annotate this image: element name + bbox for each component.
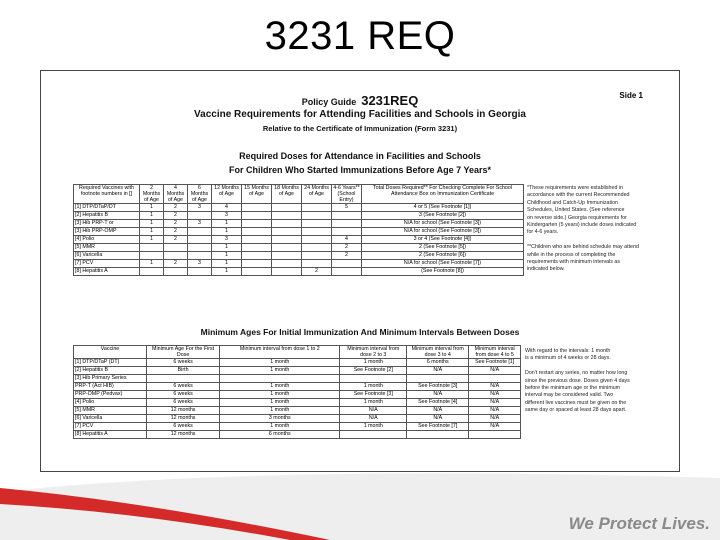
table-cell bbox=[302, 252, 332, 260]
note-line bbox=[525, 363, 630, 370]
table-cell bbox=[332, 260, 362, 268]
table-row bbox=[74, 431, 521, 439]
table-cell bbox=[302, 212, 332, 220]
table-cell bbox=[242, 220, 272, 228]
table-row bbox=[74, 252, 524, 260]
table-cell bbox=[407, 431, 469, 439]
table-cell: N/A for school (See Footnote [3]) bbox=[362, 228, 524, 236]
note-line: same day or spaced at least 28 days apart. bbox=[525, 407, 627, 414]
table-cell: N/A bbox=[469, 423, 521, 431]
table-cell: 1 bbox=[212, 260, 242, 268]
table-cell bbox=[140, 252, 164, 260]
table-cell bbox=[164, 252, 188, 260]
table-cell bbox=[302, 220, 332, 228]
table-cell: 1 month bbox=[220, 359, 340, 367]
table-cell bbox=[242, 268, 272, 276]
scanned-document bbox=[40, 70, 680, 472]
header-row bbox=[74, 185, 524, 204]
doc-subtitle: Relative to the Certificate of Immunization (Form 3231) bbox=[262, 124, 458, 133]
table-cell: See Footnote [7] bbox=[407, 423, 469, 431]
table2-notes bbox=[525, 348, 630, 415]
table-cell: [2] Hepatitis B bbox=[74, 367, 147, 375]
table-cell: 1 bbox=[140, 220, 164, 228]
table-cell bbox=[302, 204, 332, 212]
table-cell: N/A bbox=[469, 367, 521, 375]
table-cell bbox=[188, 268, 212, 276]
table-cell bbox=[302, 228, 332, 236]
table-cell bbox=[332, 212, 362, 220]
table-row bbox=[74, 383, 521, 391]
column-header: Minimum interval from dose 1 to 2 bbox=[220, 346, 340, 359]
table-cell: N/A for school (See Footnote [3]) bbox=[362, 220, 524, 228]
policy-guide-label: Policy Guide bbox=[301, 97, 357, 107]
table-cell: [6] Varicella bbox=[74, 252, 140, 260]
table-cell: 4 bbox=[212, 204, 242, 212]
table-cell: See Footnote [1] bbox=[469, 359, 521, 367]
side-label: Side 1 bbox=[619, 91, 643, 100]
section1-title-line1: Required Doses for Attendance in Facilities and Schools bbox=[239, 151, 481, 161]
table-cell: 1 bbox=[212, 244, 242, 252]
table-cell bbox=[332, 228, 362, 236]
table-cell: 1 bbox=[212, 220, 242, 228]
table-cell: [1] DTP/DTaP/DT bbox=[74, 204, 140, 212]
table-cell bbox=[242, 212, 272, 220]
table-cell: 6 weeks bbox=[147, 359, 220, 367]
table-cell bbox=[272, 228, 302, 236]
table-row bbox=[74, 212, 524, 220]
table-cell: 12 months bbox=[147, 407, 220, 415]
table-cell: [3] Hib Primary Series bbox=[74, 375, 147, 383]
column-header: 24 Months of Age bbox=[302, 185, 332, 204]
table-cell: 3 bbox=[188, 220, 212, 228]
table-row bbox=[74, 375, 521, 383]
table-cell: [7] PCV bbox=[74, 423, 147, 431]
table-cell: N/A bbox=[407, 367, 469, 375]
table-cell bbox=[302, 236, 332, 244]
table-cell bbox=[164, 268, 188, 276]
note-line: while in the process of completing the bbox=[527, 251, 616, 258]
column-header: Required Vaccines with footnote numbers in [] bbox=[74, 185, 140, 204]
column-header: Minimum Age For the First Dose bbox=[147, 346, 220, 359]
table-cell: Birth bbox=[147, 367, 220, 375]
table-row bbox=[74, 407, 521, 415]
table-row bbox=[74, 391, 521, 399]
section1-title-line2: For Children Who Started Immunizations Before Age 7 Years* bbox=[228, 165, 492, 175]
table-cell: PRP-OMP (Pedvax) bbox=[74, 391, 147, 399]
note-line: *These requirements were established in bbox=[527, 185, 623, 191]
table-cell bbox=[272, 236, 302, 244]
table-cell bbox=[188, 236, 212, 244]
table-cell: 2 bbox=[332, 244, 362, 252]
table-cell: 5 bbox=[332, 204, 362, 212]
table-cell: 3 bbox=[212, 212, 242, 220]
minimum-intervals-table bbox=[73, 345, 521, 439]
table-cell: See Footnote [2] bbox=[340, 367, 407, 375]
note-line: on reverse side.) Georgia requirements for bbox=[527, 214, 627, 221]
section2-title: Minimum Ages For Initial Immunization And Minimum Intervals Between Doses bbox=[200, 327, 520, 337]
table-cell: 2 bbox=[302, 268, 332, 276]
table-cell bbox=[140, 268, 164, 276]
table-cell bbox=[242, 204, 272, 212]
table-cell: 1 month bbox=[340, 383, 407, 391]
table-cell: 1 bbox=[140, 204, 164, 212]
note-line: Kindergarten (5 years) include doses indicated bbox=[527, 222, 637, 229]
note-line: is a minimum of 4 weeks or 28 days. bbox=[525, 355, 611, 362]
table-cell: N/A bbox=[469, 407, 521, 415]
table-cell: 1 month bbox=[220, 383, 340, 391]
table-cell: 2 bbox=[164, 236, 188, 244]
table-cell: 3 (See Footnote [2]) bbox=[362, 212, 524, 220]
column-header: Minimum interval from dose 4 to 5 bbox=[469, 346, 521, 359]
table-cell bbox=[242, 228, 272, 236]
note-line bbox=[527, 237, 639, 244]
table-cell: 12 months bbox=[147, 431, 220, 439]
note-line: requirements with minimum intervals as bbox=[527, 259, 621, 266]
table-cell: 1 month bbox=[220, 407, 340, 415]
table-cell: N/A bbox=[407, 391, 469, 399]
table-cell: (See Footnote [8]) bbox=[362, 268, 524, 276]
column-header: 12 Months of Age bbox=[212, 185, 242, 204]
table-cell: 1 month bbox=[220, 391, 340, 399]
table-cell: [4] Polio bbox=[74, 236, 140, 244]
table-cell: [3] Hib PRP-T or bbox=[74, 220, 140, 228]
note-line: indicated below. bbox=[527, 266, 565, 273]
table-cell: [5] MMR bbox=[74, 407, 147, 415]
note-line: for 4-6 years. bbox=[527, 229, 559, 236]
table-cell bbox=[220, 375, 340, 383]
table-cell bbox=[242, 252, 272, 260]
table-cell: 2 bbox=[164, 228, 188, 236]
table-row bbox=[74, 260, 524, 268]
table-cell: N/A bbox=[469, 415, 521, 423]
table-cell bbox=[272, 212, 302, 220]
table-cell: 6 weeks bbox=[147, 399, 220, 407]
table-cell: 6 weeks bbox=[147, 383, 220, 391]
table-cell: [7] PCV bbox=[74, 260, 140, 268]
table-cell: [8] Hepatitis A bbox=[74, 268, 140, 276]
table-cell: 1 bbox=[140, 260, 164, 268]
table-cell: [2] Hepatitis B bbox=[74, 212, 140, 220]
required-doses-table bbox=[73, 184, 524, 276]
note-line: With regard to the intervals: 1 month bbox=[525, 348, 611, 354]
table-cell bbox=[242, 260, 272, 268]
table-cell bbox=[242, 244, 272, 252]
table-row bbox=[74, 268, 524, 276]
note-line: accordance with the current Recommended bbox=[527, 192, 630, 199]
table-cell bbox=[469, 375, 521, 383]
column-header: 6 Months of Age bbox=[188, 185, 212, 204]
table-cell bbox=[140, 244, 164, 252]
table-cell: N/A bbox=[340, 415, 407, 423]
table-row bbox=[74, 204, 524, 212]
table-cell: 1 bbox=[140, 228, 164, 236]
table-row bbox=[74, 367, 521, 375]
table-cell: 3 months bbox=[220, 415, 340, 423]
table-cell: 1 month bbox=[340, 399, 407, 407]
table-cell bbox=[272, 268, 302, 276]
column-header: Total Doses Required** For Checking Complete For School Attendance Box on Immunization Certificate bbox=[362, 185, 524, 204]
table-cell: 1 month bbox=[220, 423, 340, 431]
table-cell: N/A bbox=[469, 399, 521, 407]
table-cell: N/A bbox=[407, 407, 469, 415]
table-cell bbox=[272, 204, 302, 212]
table-row bbox=[74, 228, 524, 236]
table-cell: [5] MMR bbox=[74, 244, 140, 252]
table-cell: 4 bbox=[332, 236, 362, 244]
table-cell bbox=[188, 244, 212, 252]
table-cell: 1 bbox=[140, 236, 164, 244]
table-cell: 1 bbox=[212, 268, 242, 276]
table-cell bbox=[164, 244, 188, 252]
table-cell: 1 month bbox=[340, 359, 407, 367]
table-cell: [3] Hib PRP-OMP bbox=[74, 228, 140, 236]
table-cell: [6] Varicella bbox=[74, 415, 147, 423]
table-cell bbox=[188, 252, 212, 260]
doc-title: Vaccine Requirements for Attending Facilities and Schools in Georgia bbox=[194, 109, 526, 120]
table-cell: See Footnote [3] bbox=[407, 383, 469, 391]
table-cell bbox=[272, 252, 302, 260]
header-row bbox=[74, 346, 521, 359]
table-cell: See Footnote [4] bbox=[407, 399, 469, 407]
table-cell: 3 or 4 (See Footnote [4]) bbox=[362, 236, 524, 244]
form-code: 3231REQ bbox=[361, 93, 419, 108]
table-cell: [4] Polio bbox=[74, 399, 147, 407]
table-cell: 2 (See Footnote [5]) bbox=[362, 244, 524, 252]
table-cell bbox=[469, 431, 521, 439]
table-cell: 1 month bbox=[220, 399, 340, 407]
slide-title: 3231 REQ bbox=[264, 14, 456, 58]
table-cell bbox=[332, 220, 362, 228]
column-header: Vaccine bbox=[74, 346, 147, 359]
table-cell: N/A for school (See Footnote [7]) bbox=[362, 260, 524, 268]
table-cell: 2 (See Footnote [6]) bbox=[362, 252, 524, 260]
table-cell bbox=[407, 375, 469, 383]
note-line: Childhood and Catch-Up Immunization bbox=[527, 199, 618, 206]
table-cell bbox=[272, 220, 302, 228]
table-cell: N/A bbox=[407, 415, 469, 423]
column-header: 4-6 Years** (School Entry) bbox=[333, 185, 360, 204]
table-cell bbox=[302, 260, 332, 268]
table-cell: 1 bbox=[212, 228, 242, 236]
table-cell: N/A bbox=[340, 407, 407, 415]
table-cell: 2 bbox=[332, 252, 362, 260]
column-header: 4 Months of Age bbox=[164, 185, 188, 204]
table-row bbox=[74, 423, 521, 431]
table-cell: PRP-T (Act HIB) bbox=[74, 383, 147, 391]
table-cell: 3 bbox=[188, 260, 212, 268]
table-cell: 6 weeks bbox=[147, 391, 220, 399]
table-cell: See Footnote [3] bbox=[340, 391, 407, 399]
doc-header bbox=[41, 93, 679, 108]
table-row bbox=[74, 220, 524, 228]
table-cell: 2 bbox=[164, 260, 188, 268]
table-cell: 1 bbox=[140, 212, 164, 220]
table-cell: 6 months bbox=[220, 431, 340, 439]
table1-notes bbox=[527, 185, 639, 274]
table-cell: 2 bbox=[164, 204, 188, 212]
table-cell bbox=[188, 212, 212, 220]
column-header: 15 Months of Age bbox=[242, 185, 272, 204]
column-header: Minimum interval from dose 2 to 3 bbox=[340, 346, 407, 359]
table-cell: 3 bbox=[188, 204, 212, 212]
table-cell: N/A bbox=[469, 383, 521, 391]
table-cell: 1 bbox=[212, 252, 242, 260]
table-cell: [1] DTP/DTaP (DT) bbox=[74, 359, 147, 367]
table-cell: 1 month bbox=[340, 423, 407, 431]
table-cell bbox=[272, 260, 302, 268]
table-cell bbox=[340, 431, 407, 439]
column-header: 2 Months of Age bbox=[140, 185, 164, 204]
note-line: **Children who are behind schedule may attend bbox=[527, 244, 639, 251]
table-row bbox=[74, 236, 524, 244]
table-row bbox=[74, 359, 521, 367]
table-cell: N/A bbox=[469, 391, 521, 399]
table-cell bbox=[242, 236, 272, 244]
table-cell: 6 months bbox=[407, 359, 469, 367]
table-row bbox=[74, 415, 521, 423]
table-cell bbox=[272, 244, 302, 252]
note-line: different live vaccines must be given on the bbox=[525, 399, 627, 406]
table-cell bbox=[147, 375, 220, 383]
table-cell: 6 weeks bbox=[147, 423, 220, 431]
table-cell: 2 bbox=[164, 212, 188, 220]
note-line: before the minimum age or the minimum bbox=[525, 385, 621, 392]
table-cell bbox=[340, 375, 407, 383]
table-cell bbox=[302, 244, 332, 252]
table-cell: [8] Hepatitis A bbox=[74, 431, 147, 439]
column-header: Minimum interval from dose 3 to 4 bbox=[407, 346, 469, 359]
table-cell: 1 month bbox=[220, 367, 340, 375]
table-cell: 4 or 5 (See Footnote [1]) bbox=[362, 204, 524, 212]
note-line: Schedules, United States. (See reference bbox=[527, 207, 625, 214]
note-line: Don't restart any series, no matter how long bbox=[525, 370, 628, 377]
table-row bbox=[74, 399, 521, 407]
table-cell: 12 months bbox=[147, 415, 220, 423]
table-row bbox=[74, 244, 524, 252]
note-line: interval may be considered valid. Two bbox=[525, 392, 614, 399]
table-cell: 2 bbox=[164, 220, 188, 228]
table-cell bbox=[332, 268, 362, 276]
table-cell bbox=[188, 228, 212, 236]
table-cell: 3 bbox=[212, 236, 242, 244]
tagline: We Protect Lives. bbox=[568, 514, 710, 533]
column-header: 18 Months of Age bbox=[272, 185, 302, 204]
note-line: since the previous dose. Doses given 4 days bbox=[525, 377, 630, 384]
